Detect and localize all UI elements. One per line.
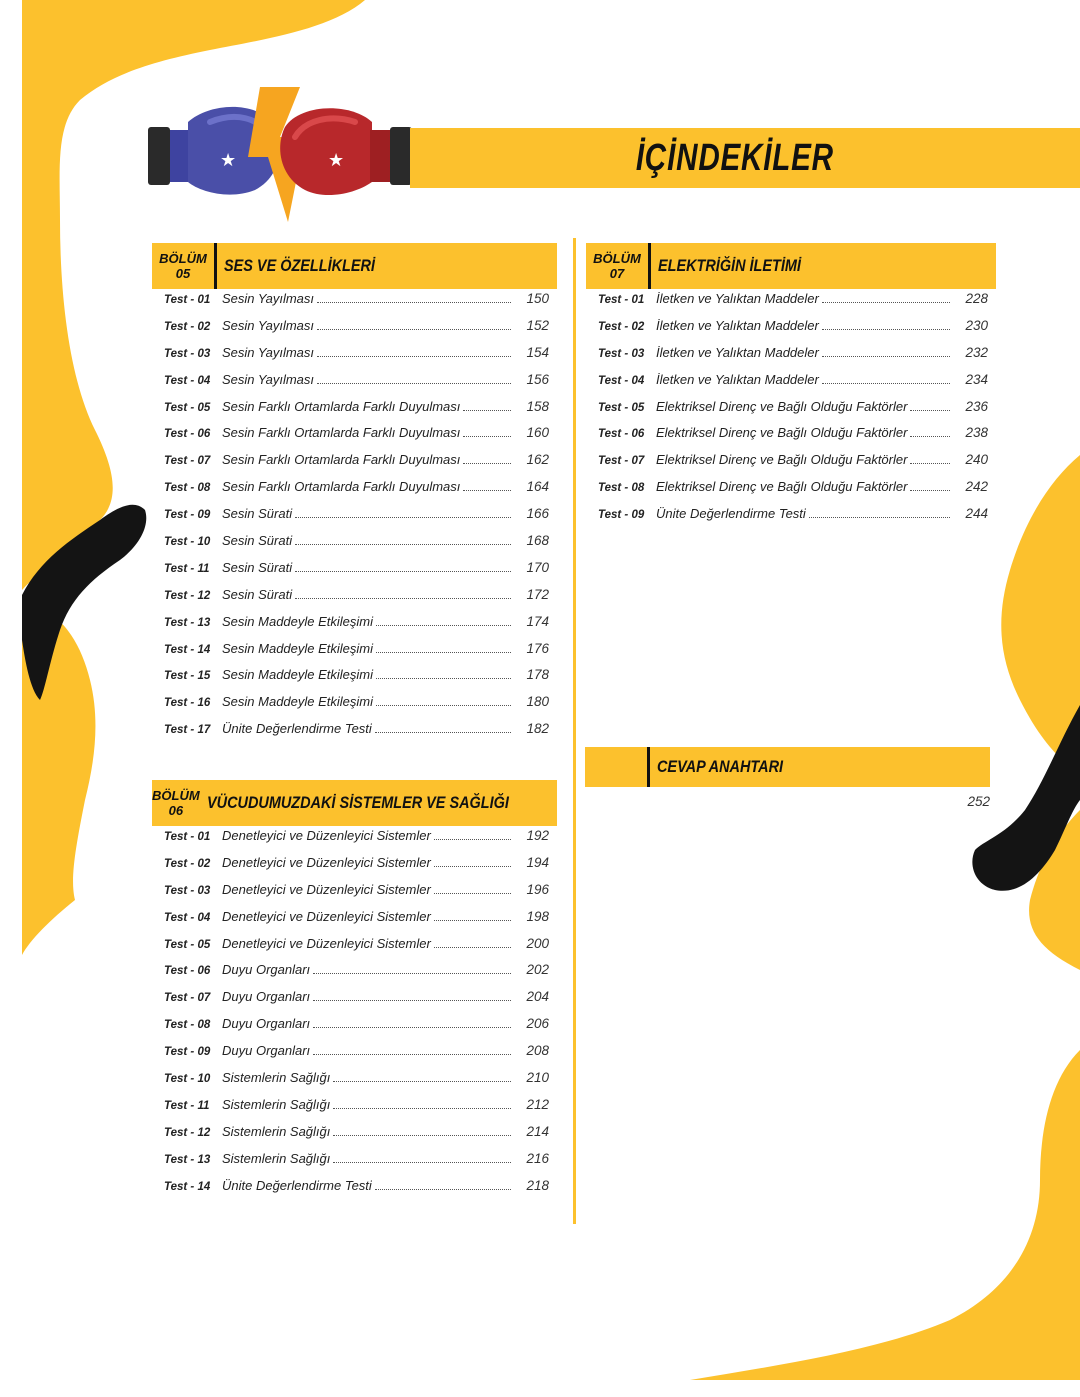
- page-number: 208: [526, 1043, 549, 1059]
- page-number: 206: [526, 1016, 549, 1032]
- entry-title-wrap: [222, 587, 513, 602]
- page-number: 204: [526, 989, 549, 1005]
- entry-title: Duyu Organları: [222, 989, 311, 1005]
- dot-leader: [434, 893, 511, 894]
- entry-title-wrap: [222, 506, 513, 521]
- test-number: Test - 12: [164, 1126, 211, 1139]
- entry-title-wrap: [222, 962, 513, 977]
- entry-title: İletken ve Yalıktan Maddeler: [656, 291, 819, 306]
- yellow-blob-right: [1001, 455, 1080, 775]
- entry-title: Sesin Farklı Ortamlarda Farklı Duyulması: [222, 479, 461, 495]
- page-number: 176: [526, 640, 549, 656]
- toc-row[interactable]: [152, 291, 557, 318]
- toc-row[interactable]: [152, 533, 557, 560]
- entry-title: Sesin Maddeyle Etkileşimi: [222, 640, 374, 656]
- test-number: Test - 07: [164, 455, 211, 468]
- entry-title-wrap: [656, 506, 952, 521]
- dot-leader: [376, 652, 511, 653]
- test-number: Test - 08: [164, 1019, 211, 1032]
- section-header: [586, 243, 996, 289]
- dot-leader: [313, 1027, 511, 1028]
- answer-key-page: 252: [967, 794, 990, 809]
- page-number: 228: [965, 291, 988, 306]
- entry-title: İletken ve Yalıktan Maddeler: [656, 317, 819, 333]
- toc-row[interactable]: [152, 1124, 557, 1151]
- test-number: Test - 08: [164, 482, 211, 495]
- toc-row[interactable]: [152, 962, 557, 989]
- dot-leader: [313, 1054, 511, 1055]
- dot-leader: [313, 1000, 511, 1001]
- entry-title: Sesin Maddeyle Etkileşimi: [222, 613, 374, 629]
- test-number: Test - 05: [164, 938, 211, 951]
- entry-title: Sesin Yayılması: [222, 291, 315, 306]
- toc-row[interactable]: [586, 372, 996, 399]
- dot-leader: [822, 329, 950, 330]
- test-number: Test - 10: [164, 536, 211, 549]
- entry-title-wrap: [222, 1097, 513, 1112]
- test-number: Test - 03: [598, 347, 645, 360]
- dot-leader: [333, 1108, 511, 1109]
- toc-row[interactable]: [152, 1097, 557, 1124]
- entry-title-wrap: [222, 372, 513, 387]
- dot-leader: [295, 517, 511, 518]
- page-number: 166: [526, 506, 549, 522]
- test-number: Test - 09: [598, 509, 645, 522]
- toc-row[interactable]: [152, 694, 557, 721]
- page-number: 232: [965, 344, 988, 360]
- section-label-text: BÖLÜM: [159, 251, 207, 266]
- entry-title-wrap: [222, 909, 513, 924]
- entry-title-wrap: [222, 291, 513, 306]
- entry-title-wrap: [222, 318, 513, 333]
- entry-title: Duyu Organları: [222, 1043, 311, 1059]
- answer-key-header: [585, 747, 990, 787]
- test-number: Test - 11: [164, 562, 210, 575]
- entry-title-wrap: [222, 694, 513, 709]
- entry-title-wrap: [222, 425, 513, 440]
- page-number: 162: [526, 452, 549, 468]
- dot-leader: [910, 490, 950, 491]
- test-number: Test - 17: [164, 724, 211, 737]
- toc-list: [152, 291, 557, 748]
- entry-title: İletken ve Yalıktan Maddeler: [656, 371, 819, 387]
- dot-leader: [376, 678, 511, 679]
- page-number: 240: [965, 452, 988, 468]
- entry-title: Ünite Değerlendirme Testi: [222, 721, 372, 737]
- section-header: [152, 780, 557, 826]
- page-number: 152: [526, 317, 549, 333]
- entry-title-wrap: [656, 452, 952, 467]
- toc-row[interactable]: [152, 345, 557, 372]
- dot-leader: [317, 356, 511, 357]
- page-number: 230: [965, 317, 988, 333]
- toc-row[interactable]: [152, 399, 557, 426]
- toc-row[interactable]: [586, 345, 996, 372]
- entry-title-wrap: [222, 1178, 513, 1193]
- section-header: [152, 243, 557, 289]
- entry-title-wrap: [222, 614, 513, 629]
- test-number: Test - 07: [164, 992, 211, 1005]
- svg-text:★: ★: [220, 150, 237, 171]
- entry-title: Elektriksel Direnç ve Bağlı Olduğu Faktörler: [656, 425, 908, 441]
- section-number: 07: [609, 266, 625, 281]
- section-07: [586, 243, 996, 533]
- test-number: Test - 12: [164, 589, 211, 602]
- dot-leader: [333, 1135, 511, 1136]
- test-number: Test - 07: [598, 455, 645, 468]
- entry-title: Ünite Değerlendirme Testi: [222, 1177, 372, 1193]
- toc-row[interactable]: [152, 721, 557, 748]
- toc-row[interactable]: [152, 614, 557, 641]
- section-title: ELEKTRİĞİN İLETİMİ: [658, 256, 801, 275]
- test-number: Test - 02: [598, 320, 645, 333]
- entry-title: Sesin Sürati: [222, 533, 293, 549]
- page-title: İÇİNDEKİLER: [636, 136, 834, 179]
- entry-title-wrap: [222, 345, 513, 360]
- toc-row[interactable]: [152, 479, 557, 506]
- page-number: 154: [526, 344, 549, 360]
- entry-title: Sesin Yayılması: [222, 344, 315, 360]
- entry-title-wrap: [222, 828, 513, 843]
- test-number: Test - 16: [164, 697, 211, 710]
- entry-title: Denetleyici ve Düzenleyici Sistemler: [222, 854, 431, 870]
- test-number: Test - 06: [164, 965, 211, 978]
- dot-leader: [434, 866, 511, 867]
- test-number: Test - 08: [598, 482, 645, 495]
- page-number: 242: [965, 479, 988, 495]
- page-number: 172: [526, 586, 549, 602]
- entry-title-wrap: [222, 1151, 513, 1166]
- toc-row[interactable]: [586, 506, 996, 533]
- page-number: 212: [526, 1096, 549, 1112]
- test-number: Test - 03: [164, 884, 211, 897]
- entry-title-wrap: [656, 345, 952, 360]
- toc-row[interactable]: [152, 372, 557, 399]
- toc-row[interactable]: [152, 641, 557, 668]
- page-number: 164: [526, 479, 549, 495]
- test-number: Test - 02: [164, 320, 211, 333]
- toc-row[interactable]: [152, 855, 557, 882]
- page-number: 216: [526, 1150, 549, 1166]
- entry-title-wrap: [222, 399, 513, 414]
- dot-leader: [375, 732, 511, 733]
- entry-title: Sistemlerin Sağlığı: [222, 1096, 331, 1112]
- toc-row[interactable]: [152, 560, 557, 587]
- dot-leader: [375, 1189, 511, 1190]
- toc-row[interactable]: [152, 936, 557, 963]
- page-number: 150: [526, 291, 549, 306]
- page-number: 244: [965, 506, 988, 522]
- test-number: Test - 09: [164, 509, 211, 522]
- test-number: Test - 05: [598, 401, 645, 414]
- boxing-gloves-illustration: [140, 82, 420, 232]
- entry-title: Denetleyici ve Düzenleyici Sistemler: [222, 828, 431, 843]
- dot-leader: [463, 436, 511, 437]
- entry-title-wrap: [222, 560, 513, 575]
- entry-title: Denetleyici ve Düzenleyici Sistemler: [222, 935, 431, 951]
- entry-title: Sesin Farklı Ortamlarda Farklı Duyulması: [222, 425, 461, 441]
- page-number: 236: [965, 398, 988, 414]
- dot-leader: [822, 356, 950, 357]
- page-number: 156: [526, 371, 549, 387]
- toc-row[interactable]: [152, 452, 557, 479]
- entry-title: Sesin Sürati: [222, 506, 293, 522]
- dot-leader: [463, 490, 511, 491]
- page-number: 200: [526, 935, 549, 951]
- entry-title: Sesin Maddeyle Etkileşimi: [222, 667, 374, 683]
- section-label-text: BÖLÜM: [593, 251, 641, 266]
- section-label: [152, 243, 214, 289]
- toc-row[interactable]: [152, 909, 557, 936]
- test-number: Test - 13: [164, 1153, 211, 1166]
- test-number: Test - 02: [164, 857, 211, 870]
- section-05: [152, 243, 557, 748]
- toc-row[interactable]: [152, 587, 557, 614]
- page-number: 182: [526, 721, 549, 737]
- entry-title: Elektriksel Direnç ve Bağlı Olduğu Faktörler: [656, 398, 908, 414]
- dot-leader: [333, 1081, 511, 1082]
- toc-row[interactable]: [586, 291, 996, 318]
- entry-title: Sesin Sürati: [222, 559, 293, 575]
- page-number: 174: [526, 613, 549, 629]
- page-number: 192: [526, 828, 549, 843]
- test-number: Test - 10: [164, 1073, 211, 1086]
- dot-leader: [822, 302, 950, 303]
- column-divider: [573, 238, 576, 1224]
- test-number: Test - 01: [598, 294, 645, 306]
- test-number: Test - 14: [164, 1180, 211, 1193]
- entry-title-wrap: [222, 1043, 513, 1058]
- entry-title: Ünite Değerlendirme Testi: [656, 506, 806, 522]
- test-number: Test - 03: [164, 347, 211, 360]
- dot-leader: [317, 383, 511, 384]
- dot-leader: [317, 302, 511, 303]
- dot-leader: [434, 920, 511, 921]
- entry-title-wrap: [222, 641, 513, 656]
- page-number: 196: [526, 881, 549, 897]
- svg-text:★: ★: [328, 150, 345, 171]
- test-number: Test - 09: [164, 1046, 211, 1059]
- page-number: 194: [526, 854, 549, 870]
- toc-row[interactable]: [152, 882, 557, 909]
- toc-row[interactable]: [586, 399, 996, 426]
- toc-row[interactable]: [586, 318, 996, 345]
- entry-title-wrap: [222, 1070, 513, 1085]
- page-number: 178: [526, 667, 549, 683]
- toc-row[interactable]: [152, 425, 557, 452]
- section-title: SES VE ÖZELLİKLERİ: [224, 256, 375, 275]
- test-number: Test - 06: [598, 428, 645, 441]
- entry-title-wrap: [222, 721, 513, 736]
- page-number: 202: [526, 962, 549, 978]
- section-title: VÜCUDUMUZDAKİ SİSTEMLER VE SAĞLIĞI: [206, 793, 509, 812]
- test-number: Test - 01: [164, 831, 211, 843]
- entry-title-wrap: [656, 291, 952, 306]
- entry-title-wrap: [656, 425, 952, 440]
- dot-leader: [434, 839, 511, 840]
- dot-leader: [317, 329, 511, 330]
- entry-title-wrap: [656, 372, 952, 387]
- entry-title: İletken ve Yalıktan Maddeler: [656, 344, 819, 360]
- entry-title: Sesin Yayılması: [222, 317, 315, 333]
- entry-title-wrap: [656, 318, 952, 333]
- page-number: 158: [526, 398, 549, 414]
- dot-leader: [910, 410, 950, 411]
- dot-leader: [910, 436, 950, 437]
- entry-title: Sesin Farklı Ortamlarda Farklı Duyulması: [222, 452, 461, 468]
- entry-title-wrap: [656, 479, 952, 494]
- test-number: Test - 04: [164, 911, 211, 924]
- entry-title-wrap: [222, 882, 513, 897]
- toc-row[interactable]: [152, 1151, 557, 1178]
- header-band: [410, 128, 1080, 188]
- page-number: 218: [526, 1177, 549, 1193]
- entry-title: Sistemlerin Sağlığı: [222, 1150, 331, 1166]
- page-number: 238: [965, 425, 988, 441]
- entry-title: Denetleyici ve Düzenleyici Sistemler: [222, 881, 431, 897]
- test-number: Test - 15: [164, 670, 211, 683]
- entry-title: Sistemlerin Sağlığı: [222, 1123, 331, 1139]
- page-number: 214: [526, 1123, 549, 1139]
- dot-leader: [822, 383, 950, 384]
- section-label: [152, 780, 200, 826]
- entry-title-wrap: [222, 936, 513, 951]
- yellow-blob-bottom-right: [690, 1050, 1080, 1380]
- entry-title: Duyu Organları: [222, 962, 311, 978]
- entry-title: Sistemlerin Sağlığı: [222, 1070, 331, 1086]
- toc-row[interactable]: [152, 1043, 557, 1070]
- toc-row[interactable]: [586, 479, 996, 506]
- dot-leader: [463, 463, 511, 464]
- page-number: 168: [526, 533, 549, 549]
- section-label: [586, 243, 648, 289]
- dot-leader: [434, 947, 511, 948]
- test-number: Test - 06: [164, 428, 211, 441]
- entry-title: Denetleyici ve Düzenleyici Sistemler: [222, 908, 431, 924]
- entry-title: Sesin Yayılması: [222, 371, 315, 387]
- dot-leader: [295, 544, 511, 545]
- toc-list: [586, 291, 996, 533]
- entry-title-wrap: [222, 667, 513, 682]
- dot-leader: [376, 625, 511, 626]
- dot-leader: [809, 517, 950, 518]
- toc-row[interactable]: [152, 828, 557, 855]
- test-number: Test - 11: [164, 1099, 210, 1112]
- entry-title: Elektriksel Direnç ve Bağlı Olduğu Faktörler: [656, 479, 908, 495]
- toc-row[interactable]: [152, 989, 557, 1016]
- section-06: [152, 780, 557, 1204]
- toc-row[interactable]: [152, 1016, 557, 1043]
- entry-title-wrap: [222, 533, 513, 548]
- dot-leader: [463, 410, 511, 411]
- entry-title: Sesin Sürati: [222, 586, 293, 602]
- test-number: Test - 04: [598, 374, 645, 387]
- page-number: 234: [965, 371, 988, 387]
- entry-title-wrap: [656, 399, 952, 414]
- entry-title: Elektriksel Direnç ve Bağlı Olduğu Faktörler: [656, 452, 908, 468]
- dot-leader: [376, 705, 511, 706]
- page-number: 170: [526, 559, 549, 575]
- toc-list: [152, 828, 557, 1204]
- entry-title: Sesin Farklı Ortamlarda Farklı Duyulması: [222, 398, 461, 414]
- toc-row[interactable]: [152, 506, 557, 533]
- toc-row[interactable]: [152, 318, 557, 345]
- section-label-text: BÖLÜM: [152, 788, 200, 803]
- toc-row[interactable]: [586, 425, 996, 452]
- toc-row[interactable]: [152, 667, 557, 694]
- page-number: 180: [526, 694, 549, 710]
- entry-title-wrap: [222, 1124, 513, 1139]
- dot-leader: [295, 571, 511, 572]
- entry-title-wrap: [222, 855, 513, 870]
- entry-title-wrap: [222, 1016, 513, 1031]
- toc-row[interactable]: [586, 452, 996, 479]
- entry-title-wrap: [222, 479, 513, 494]
- entry-title-wrap: [222, 452, 513, 467]
- dot-leader: [313, 973, 511, 974]
- answer-key-title: CEVAP ANAHTARI: [657, 757, 784, 776]
- test-number: Test - 05: [164, 401, 211, 414]
- dot-leader: [295, 598, 511, 599]
- page-number: 160: [526, 425, 549, 441]
- toc-row[interactable]: [152, 1070, 557, 1097]
- test-number: Test - 01: [164, 294, 211, 306]
- page-number: 198: [526, 908, 549, 924]
- test-number: Test - 14: [164, 643, 211, 656]
- toc-row[interactable]: [152, 1178, 557, 1205]
- entry-title-wrap: [222, 989, 513, 1004]
- entry-title: Duyu Organları: [222, 1016, 311, 1032]
- dot-leader: [333, 1162, 511, 1163]
- section-number: 05: [175, 266, 191, 281]
- test-number: Test - 13: [164, 616, 211, 629]
- dot-leader: [910, 463, 950, 464]
- test-number: Test - 04: [164, 374, 211, 387]
- section-number: 06: [168, 803, 184, 818]
- page-number: 210: [526, 1070, 549, 1086]
- entry-title: Sesin Maddeyle Etkileşimi: [222, 694, 374, 710]
